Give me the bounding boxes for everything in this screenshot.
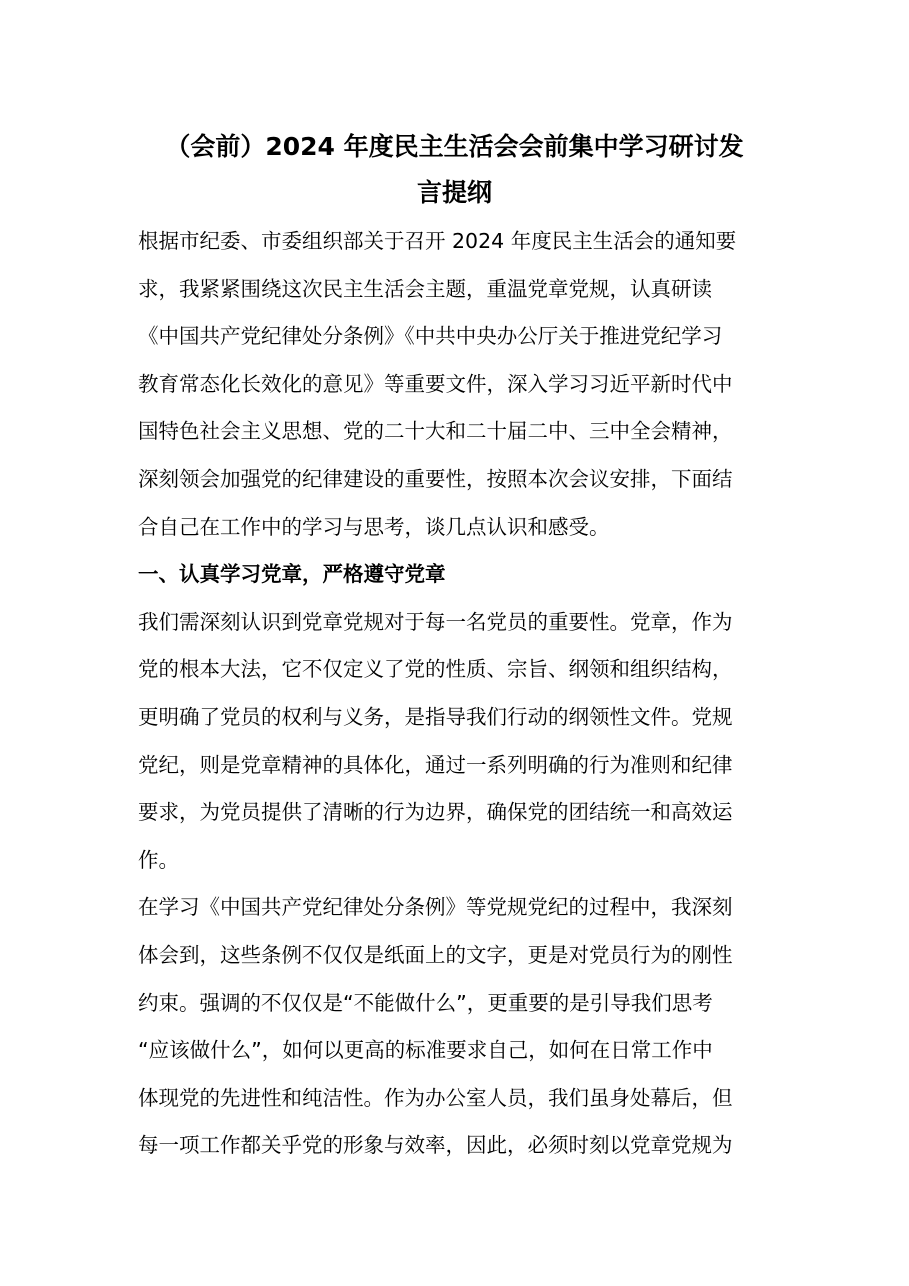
text-line: 教育常态化长效化的意见》等重要文件，深入学习习近平新时代中 xyxy=(138,371,733,396)
document-title xyxy=(120,124,789,216)
text-line: “应该做什么”，如何以更高的标准要求自己，如何在日常工作中 xyxy=(138,1038,713,1063)
text-line: 深刻领会加强党的纪律建设的重要性，按照本次会议安排，下面结 xyxy=(138,466,733,491)
text-line: 约束。强调的不仅仅是“不能做什么”，更重要的是引导我们思考 xyxy=(138,990,713,1015)
section-heading: 一、认真学习党章，严格遵守党章 xyxy=(138,562,446,587)
title-line: 言提纲 xyxy=(416,178,492,207)
text-line: 党纪，则是党章精神的具体化，通过一系列明确的行为准则和纪律 xyxy=(138,752,733,777)
title-line: （会前）2024 年度民主生活会会前集中学习研讨发 xyxy=(165,132,744,161)
text-line: 要求，为党员提供了清晰的行为边界，确保党的团结统一和高效运 xyxy=(138,800,733,825)
text-line: 根据市纪委、市委组织部关于召开 2024 年度民主生活会的通知要 xyxy=(138,229,737,253)
text-line: 国特色社会主义思想、党的二十大和二十届二中、三中全会精神， xyxy=(138,419,733,444)
text-line: 每一项工作都关乎党的形象与效率，因此，必须时刻以党章党规为 xyxy=(138,1133,733,1158)
text-line: 求，我紧紧围绕这次民主生活会主题，重温党章党规，认真研读 xyxy=(138,276,712,301)
intro-paragraph xyxy=(138,218,778,551)
text-line: 合自己在工作中的学习与思考，谈几点认识和感受。 xyxy=(138,514,610,539)
text-line: 我们需深刻认识到党章党规对于每一名党员的重要性。党章，作为 xyxy=(138,609,733,634)
text-line: 更明确了党员的权利与义务，是指导我们行动的纲领性文件。党规 xyxy=(138,704,733,729)
text-line: 体现党的先进性和纯洁性。作为办公室人员，我们虽身处幕后，但 xyxy=(138,1085,733,1110)
text-line: 《中国共产党纪律处分条例》《中共中央办公厅关于推进党纪学习 xyxy=(138,324,723,349)
text-line: 党的根本大法，它不仅定义了党的性质、宗旨、纲领和组织结构， xyxy=(138,657,733,682)
section-paragraph xyxy=(138,599,778,885)
text-line: 在学习《中国共产党纪律处分条例》等党规党纪的过程中，我深刻 xyxy=(138,895,733,920)
text-line: 作。 xyxy=(138,847,179,872)
document-body xyxy=(138,218,778,1170)
text-line: 体会到，这些条例不仅仅是纸面上的文字，更是对党员行为的刚性 xyxy=(138,942,733,967)
section-paragraph xyxy=(138,884,778,1170)
